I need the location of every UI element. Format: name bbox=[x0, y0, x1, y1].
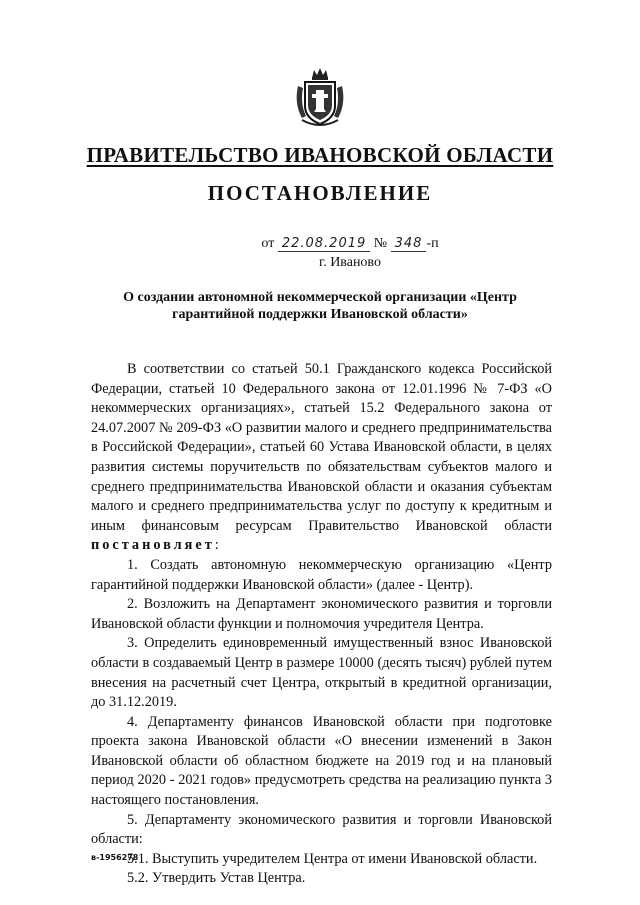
document-subject bbox=[100, 289, 540, 323]
list-item: 4. Департаменту финансов Ивановской области при подготовке проекта закона Ивановской области «О внесении изменений в Закон Ивановской области об областном бюджете на 2019 год и на плановый период 2020 - 2021 годов» предусмотреть средства на реализацию пункта 3 настоящего постановления. bbox=[91, 713, 552, 809]
list-item: 5.2. Утвердить Устав Центра. bbox=[127, 870, 306, 887]
number-value: 348 bbox=[391, 236, 427, 252]
number-suffix: -п bbox=[426, 236, 439, 251]
date-number-line bbox=[0, 236, 640, 252]
document-body bbox=[91, 360, 552, 889]
date-prefix: от bbox=[261, 236, 275, 251]
number-prefix: № bbox=[373, 236, 388, 251]
city: г. Иваново bbox=[319, 255, 381, 270]
coat-of-arms-icon bbox=[292, 66, 348, 128]
subject-line: О создании автономной некоммерческой организации «Центр bbox=[123, 290, 517, 305]
preamble-keyword: постановляет bbox=[91, 537, 215, 554]
list-item: 5. Департаменту экономического развития и торговли Ивановской области: bbox=[91, 811, 552, 848]
list-item: 1. Создать автономную некоммерческую организацию «Центр гарантийной поддержки Ивановской области» (далее - Центр). bbox=[91, 556, 552, 593]
document-code: в-1956278 bbox=[91, 853, 139, 862]
preamble-end: : bbox=[214, 537, 219, 554]
list-item: 2. Возложить на Департамент экономического развития и торговли Ивановской области функции и полномочия учредителя Центра. bbox=[91, 596, 552, 632]
list-item: 3. Определить единовременный имущественный взнос Ивановской области в создаваемый Центр в размере 10000 (десять тысяч) рублей путем внесения на расчетный счет Центра, открытый в кредитной организации, до 31.12.2019. bbox=[91, 635, 552, 711]
subject-line: гарантийной поддержки Ивановской области» bbox=[172, 307, 468, 322]
government-title: ПРАВИТЕЛЬСТВО ИВАНОВСКОЙ ОБЛАСТИ bbox=[86, 143, 554, 167]
document-type: ПОСТАНОВЛЕНИЕ bbox=[207, 181, 433, 205]
preamble-paragraph bbox=[91, 360, 552, 556]
preamble-text: В соответствии со статьей 50.1 Гражданского кодекса Российской Федерации, статьей 10 Федерального закона от 12.01.1996 № 7-ФЗ «О некоммерческих организациях», статьей 15.2 Федерального закона от 24.07.2007 № 209-ФЗ «О развитии малого и среднего предпринимательства в Российской Федерации», статьей 60 Устава Ивановской области, в целях развития системы поручительств по обязательствам субъектов малого и среднего предпринимательства Ивановской области и оказания субъектам малого и среднего предпринимательства услуг по доступу к кредитным и иным финансовым ресурсам Правительство Ивановской области bbox=[91, 361, 552, 534]
list-item: 5.1. Выступить учредителем Центра от имени Ивановской области. bbox=[127, 850, 538, 867]
date-value: 22.08.2019 bbox=[278, 236, 370, 252]
